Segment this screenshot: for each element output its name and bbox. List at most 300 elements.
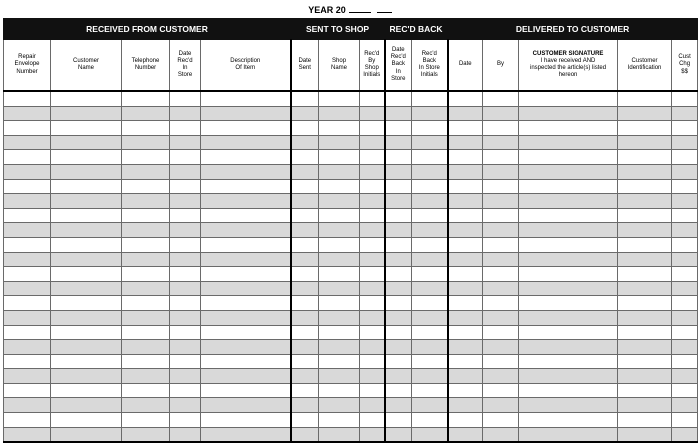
log-cell[interactable] <box>51 194 122 209</box>
log-cell[interactable] <box>122 369 170 384</box>
log-cell[interactable] <box>201 427 291 442</box>
log-cell[interactable] <box>412 413 448 428</box>
log-cell[interactable] <box>483 179 519 194</box>
log-cell[interactable] <box>519 369 618 384</box>
log-cell[interactable] <box>385 252 412 267</box>
log-cell[interactable] <box>385 194 412 209</box>
log-cell[interactable] <box>319 413 360 428</box>
log-cell[interactable] <box>170 150 201 165</box>
log-cell[interactable] <box>412 106 448 121</box>
log-cell[interactable] <box>291 164 319 179</box>
log-cell[interactable] <box>51 340 122 355</box>
log-cell[interactable] <box>483 281 519 296</box>
log-cell[interactable] <box>4 310 51 325</box>
log-cell[interactable] <box>412 383 448 398</box>
log-cell[interactable] <box>672 427 698 442</box>
log-cell[interactable] <box>291 354 319 369</box>
log-cell[interactable] <box>519 252 618 267</box>
log-cell[interactable] <box>412 310 448 325</box>
log-cell[interactable] <box>448 413 483 428</box>
log-cell[interactable] <box>448 150 483 165</box>
log-cell[interactable] <box>122 281 170 296</box>
log-cell[interactable] <box>360 383 385 398</box>
log-cell[interactable] <box>291 252 319 267</box>
log-cell[interactable] <box>4 383 51 398</box>
log-cell[interactable] <box>483 310 519 325</box>
log-cell[interactable] <box>385 121 412 136</box>
log-cell[interactable] <box>360 340 385 355</box>
log-cell[interactable] <box>291 383 319 398</box>
log-cell[interactable] <box>618 106 672 121</box>
log-cell[interactable] <box>672 325 698 340</box>
log-cell[interactable] <box>4 106 51 121</box>
log-cell[interactable] <box>360 369 385 384</box>
log-cell[interactable] <box>385 267 412 282</box>
log-cell[interactable] <box>291 237 319 252</box>
year-blank-1[interactable] <box>349 4 371 13</box>
log-cell[interactable] <box>483 398 519 413</box>
log-cell[interactable] <box>201 325 291 340</box>
log-cell[interactable] <box>4 413 51 428</box>
log-cell[interactable] <box>385 296 412 311</box>
log-cell[interactable] <box>618 121 672 136</box>
log-cell[interactable] <box>122 325 170 340</box>
log-cell[interactable] <box>618 281 672 296</box>
log-cell[interactable] <box>448 135 483 150</box>
log-cell[interactable] <box>122 398 170 413</box>
log-cell[interactable] <box>519 354 618 369</box>
log-cell[interactable] <box>4 281 51 296</box>
log-cell[interactable] <box>519 164 618 179</box>
log-cell[interactable] <box>483 194 519 209</box>
log-cell[interactable] <box>448 267 483 282</box>
log-cell[interactable] <box>51 398 122 413</box>
log-cell[interactable] <box>291 150 319 165</box>
log-cell[interactable] <box>385 325 412 340</box>
log-cell[interactable] <box>4 164 51 179</box>
log-cell[interactable] <box>412 164 448 179</box>
log-cell[interactable] <box>385 106 412 121</box>
log-cell[interactable] <box>201 194 291 209</box>
log-cell[interactable] <box>618 325 672 340</box>
log-cell[interactable] <box>170 296 201 311</box>
log-cell[interactable] <box>201 267 291 282</box>
log-cell[interactable] <box>291 91 319 106</box>
log-cell[interactable] <box>291 340 319 355</box>
log-cell[interactable] <box>51 208 122 223</box>
log-cell[interactable] <box>201 340 291 355</box>
log-cell[interactable] <box>122 91 170 106</box>
log-cell[interactable] <box>412 398 448 413</box>
log-cell[interactable] <box>122 237 170 252</box>
log-cell[interactable] <box>672 354 698 369</box>
log-cell[interactable] <box>170 281 201 296</box>
log-cell[interactable] <box>385 135 412 150</box>
log-cell[interactable] <box>483 267 519 282</box>
log-cell[interactable] <box>4 223 51 238</box>
log-cell[interactable] <box>170 223 201 238</box>
log-cell[interactable] <box>201 106 291 121</box>
log-cell[interactable] <box>448 354 483 369</box>
log-cell[interactable] <box>291 398 319 413</box>
log-cell[interactable] <box>319 237 360 252</box>
log-cell[interactable] <box>618 354 672 369</box>
log-cell[interactable] <box>385 340 412 355</box>
log-cell[interactable] <box>483 135 519 150</box>
log-cell[interactable] <box>672 281 698 296</box>
log-cell[interactable] <box>319 91 360 106</box>
log-cell[interactable] <box>412 150 448 165</box>
log-cell[interactable] <box>519 413 618 428</box>
log-cell[interactable] <box>291 427 319 442</box>
log-cell[interactable] <box>618 223 672 238</box>
log-cell[interactable] <box>360 310 385 325</box>
log-cell[interactable] <box>170 179 201 194</box>
log-cell[interactable] <box>170 91 201 106</box>
log-cell[interactable] <box>51 267 122 282</box>
log-cell[interactable] <box>291 281 319 296</box>
log-cell[interactable] <box>448 383 483 398</box>
log-cell[interactable] <box>618 413 672 428</box>
log-cell[interactable] <box>170 237 201 252</box>
log-cell[interactable] <box>412 135 448 150</box>
log-cell[interactable] <box>360 252 385 267</box>
log-cell[interactable] <box>51 310 122 325</box>
log-cell[interactable] <box>319 427 360 442</box>
log-cell[interactable] <box>483 223 519 238</box>
log-cell[interactable] <box>319 164 360 179</box>
log-cell[interactable] <box>448 398 483 413</box>
log-cell[interactable] <box>291 194 319 209</box>
log-cell[interactable] <box>448 325 483 340</box>
log-cell[interactable] <box>672 208 698 223</box>
log-cell[interactable] <box>319 121 360 136</box>
log-cell[interactable] <box>122 223 170 238</box>
log-cell[interactable] <box>483 91 519 106</box>
log-cell[interactable] <box>4 91 51 106</box>
log-cell[interactable] <box>319 281 360 296</box>
log-cell[interactable] <box>483 383 519 398</box>
log-cell[interactable] <box>4 398 51 413</box>
log-cell[interactable] <box>170 369 201 384</box>
log-cell[interactable] <box>412 208 448 223</box>
log-cell[interactable] <box>201 383 291 398</box>
log-cell[interactable] <box>385 383 412 398</box>
log-cell[interactable] <box>4 369 51 384</box>
log-cell[interactable] <box>360 325 385 340</box>
log-cell[interactable] <box>4 267 51 282</box>
log-cell[interactable] <box>319 398 360 413</box>
log-cell[interactable] <box>672 164 698 179</box>
log-cell[interactable] <box>201 121 291 136</box>
log-cell[interactable] <box>4 252 51 267</box>
log-cell[interactable] <box>360 91 385 106</box>
log-cell[interactable] <box>4 121 51 136</box>
log-cell[interactable] <box>170 398 201 413</box>
log-cell[interactable] <box>201 150 291 165</box>
log-cell[interactable] <box>483 427 519 442</box>
log-cell[interactable] <box>319 179 360 194</box>
log-cell[interactable] <box>412 121 448 136</box>
log-cell[interactable] <box>448 252 483 267</box>
log-cell[interactable] <box>672 398 698 413</box>
log-cell[interactable] <box>519 135 618 150</box>
log-cell[interactable] <box>483 164 519 179</box>
log-cell[interactable] <box>448 179 483 194</box>
log-cell[interactable] <box>4 325 51 340</box>
log-cell[interactable] <box>672 150 698 165</box>
log-cell[interactable] <box>448 237 483 252</box>
log-cell[interactable] <box>618 427 672 442</box>
log-cell[interactable] <box>448 340 483 355</box>
log-cell[interactable] <box>519 208 618 223</box>
log-cell[interactable] <box>319 223 360 238</box>
log-cell[interactable] <box>448 106 483 121</box>
log-cell[interactable] <box>385 369 412 384</box>
log-cell[interactable] <box>291 267 319 282</box>
log-cell[interactable] <box>385 179 412 194</box>
log-cell[interactable] <box>170 325 201 340</box>
log-cell[interactable] <box>672 106 698 121</box>
log-cell[interactable] <box>412 354 448 369</box>
log-cell[interactable] <box>618 296 672 311</box>
log-cell[interactable] <box>385 427 412 442</box>
log-cell[interactable] <box>4 208 51 223</box>
log-cell[interactable] <box>291 121 319 136</box>
log-cell[interactable] <box>448 427 483 442</box>
log-cell[interactable] <box>483 121 519 136</box>
log-cell[interactable] <box>51 252 122 267</box>
log-cell[interactable] <box>319 106 360 121</box>
log-cell[interactable] <box>412 369 448 384</box>
log-cell[interactable] <box>385 413 412 428</box>
log-cell[interactable] <box>51 354 122 369</box>
log-cell[interactable] <box>122 179 170 194</box>
log-cell[interactable] <box>122 194 170 209</box>
log-cell[interactable] <box>385 281 412 296</box>
log-cell[interactable] <box>170 121 201 136</box>
log-cell[interactable] <box>412 296 448 311</box>
log-cell[interactable] <box>170 208 201 223</box>
log-cell[interactable] <box>618 340 672 355</box>
log-cell[interactable] <box>4 135 51 150</box>
log-cell[interactable] <box>4 150 51 165</box>
log-cell[interactable] <box>170 135 201 150</box>
log-cell[interactable] <box>519 427 618 442</box>
log-cell[interactable] <box>672 296 698 311</box>
log-cell[interactable] <box>360 208 385 223</box>
log-cell[interactable] <box>122 150 170 165</box>
log-cell[interactable] <box>122 413 170 428</box>
log-cell[interactable] <box>51 237 122 252</box>
log-cell[interactable] <box>672 340 698 355</box>
log-cell[interactable] <box>618 91 672 106</box>
log-cell[interactable] <box>319 296 360 311</box>
log-cell[interactable] <box>385 354 412 369</box>
log-cell[interactable] <box>412 325 448 340</box>
log-cell[interactable] <box>412 91 448 106</box>
log-cell[interactable] <box>519 398 618 413</box>
log-cell[interactable] <box>412 252 448 267</box>
log-cell[interactable] <box>360 164 385 179</box>
log-cell[interactable] <box>51 91 122 106</box>
log-cell[interactable] <box>483 296 519 311</box>
log-cell[interactable] <box>483 369 519 384</box>
log-cell[interactable] <box>519 179 618 194</box>
log-cell[interactable] <box>483 150 519 165</box>
log-cell[interactable] <box>412 194 448 209</box>
log-cell[interactable] <box>519 296 618 311</box>
log-cell[interactable] <box>51 121 122 136</box>
log-cell[interactable] <box>360 427 385 442</box>
log-cell[interactable] <box>291 208 319 223</box>
log-cell[interactable] <box>360 106 385 121</box>
log-cell[interactable] <box>201 164 291 179</box>
log-cell[interactable] <box>412 281 448 296</box>
log-cell[interactable] <box>519 237 618 252</box>
log-cell[interactable] <box>4 340 51 355</box>
log-cell[interactable] <box>618 135 672 150</box>
log-cell[interactable] <box>483 208 519 223</box>
log-cell[interactable] <box>201 223 291 238</box>
log-cell[interactable] <box>448 310 483 325</box>
log-cell[interactable] <box>412 179 448 194</box>
log-cell[interactable] <box>618 208 672 223</box>
log-cell[interactable] <box>170 354 201 369</box>
log-cell[interactable] <box>201 252 291 267</box>
log-cell[interactable] <box>618 194 672 209</box>
log-cell[interactable] <box>448 281 483 296</box>
log-cell[interactable] <box>448 164 483 179</box>
log-cell[interactable] <box>672 369 698 384</box>
log-cell[interactable] <box>122 121 170 136</box>
log-cell[interactable] <box>319 208 360 223</box>
log-cell[interactable] <box>201 135 291 150</box>
log-cell[interactable] <box>519 223 618 238</box>
log-cell[interactable] <box>319 369 360 384</box>
log-cell[interactable] <box>385 150 412 165</box>
log-cell[interactable] <box>360 267 385 282</box>
log-cell[interactable] <box>385 398 412 413</box>
log-cell[interactable] <box>51 369 122 384</box>
log-cell[interactable] <box>412 427 448 442</box>
log-cell[interactable] <box>483 354 519 369</box>
log-cell[interactable] <box>51 281 122 296</box>
log-cell[interactable] <box>448 296 483 311</box>
log-cell[interactable] <box>519 194 618 209</box>
log-cell[interactable] <box>385 208 412 223</box>
log-cell[interactable] <box>319 252 360 267</box>
log-cell[interactable] <box>4 194 51 209</box>
log-cell[interactable] <box>385 91 412 106</box>
log-cell[interactable] <box>618 150 672 165</box>
log-cell[interactable] <box>412 223 448 238</box>
log-cell[interactable] <box>201 398 291 413</box>
log-cell[interactable] <box>618 369 672 384</box>
log-cell[interactable] <box>170 383 201 398</box>
log-cell[interactable] <box>360 281 385 296</box>
log-cell[interactable] <box>291 413 319 428</box>
log-cell[interactable] <box>170 413 201 428</box>
log-cell[interactable] <box>291 106 319 121</box>
log-cell[interactable] <box>291 325 319 340</box>
log-cell[interactable] <box>170 164 201 179</box>
log-cell[interactable] <box>51 325 122 340</box>
log-cell[interactable] <box>319 150 360 165</box>
log-cell[interactable] <box>122 106 170 121</box>
log-cell[interactable] <box>4 296 51 311</box>
log-cell[interactable] <box>122 427 170 442</box>
log-cell[interactable] <box>618 179 672 194</box>
log-cell[interactable] <box>319 194 360 209</box>
log-cell[interactable] <box>170 340 201 355</box>
log-cell[interactable] <box>291 296 319 311</box>
log-cell[interactable] <box>672 179 698 194</box>
log-cell[interactable] <box>412 340 448 355</box>
log-cell[interactable] <box>360 179 385 194</box>
log-cell[interactable] <box>170 252 201 267</box>
log-cell[interactable] <box>672 121 698 136</box>
log-cell[interactable] <box>483 325 519 340</box>
log-cell[interactable] <box>385 164 412 179</box>
log-cell[interactable] <box>291 369 319 384</box>
log-cell[interactable] <box>122 208 170 223</box>
log-cell[interactable] <box>170 310 201 325</box>
log-cell[interactable] <box>360 413 385 428</box>
log-cell[interactable] <box>672 223 698 238</box>
log-cell[interactable] <box>448 91 483 106</box>
log-cell[interactable] <box>201 237 291 252</box>
log-cell[interactable] <box>672 237 698 252</box>
log-cell[interactable] <box>360 194 385 209</box>
log-cell[interactable] <box>519 106 618 121</box>
log-cell[interactable] <box>483 413 519 428</box>
log-cell[interactable] <box>448 121 483 136</box>
log-cell[interactable] <box>170 194 201 209</box>
log-cell[interactable] <box>122 135 170 150</box>
log-cell[interactable] <box>618 398 672 413</box>
log-cell[interactable] <box>122 340 170 355</box>
log-cell[interactable] <box>51 135 122 150</box>
log-cell[interactable] <box>170 106 201 121</box>
log-cell[interactable] <box>519 267 618 282</box>
log-cell[interactable] <box>122 267 170 282</box>
log-cell[interactable] <box>618 267 672 282</box>
log-cell[interactable] <box>319 310 360 325</box>
log-cell[interactable] <box>291 310 319 325</box>
log-cell[interactable] <box>319 354 360 369</box>
log-cell[interactable] <box>483 237 519 252</box>
log-cell[interactable] <box>519 150 618 165</box>
log-cell[interactable] <box>672 413 698 428</box>
log-cell[interactable] <box>448 194 483 209</box>
log-cell[interactable] <box>51 383 122 398</box>
log-cell[interactable] <box>122 310 170 325</box>
log-cell[interactable] <box>672 252 698 267</box>
log-cell[interactable] <box>672 194 698 209</box>
log-cell[interactable] <box>360 237 385 252</box>
log-cell[interactable] <box>360 296 385 311</box>
log-cell[interactable] <box>412 267 448 282</box>
log-cell[interactable] <box>319 383 360 398</box>
log-cell[interactable] <box>618 383 672 398</box>
log-cell[interactable] <box>519 281 618 296</box>
log-cell[interactable] <box>672 383 698 398</box>
log-cell[interactable] <box>51 223 122 238</box>
log-cell[interactable] <box>672 310 698 325</box>
log-cell[interactable] <box>385 237 412 252</box>
log-cell[interactable] <box>672 135 698 150</box>
